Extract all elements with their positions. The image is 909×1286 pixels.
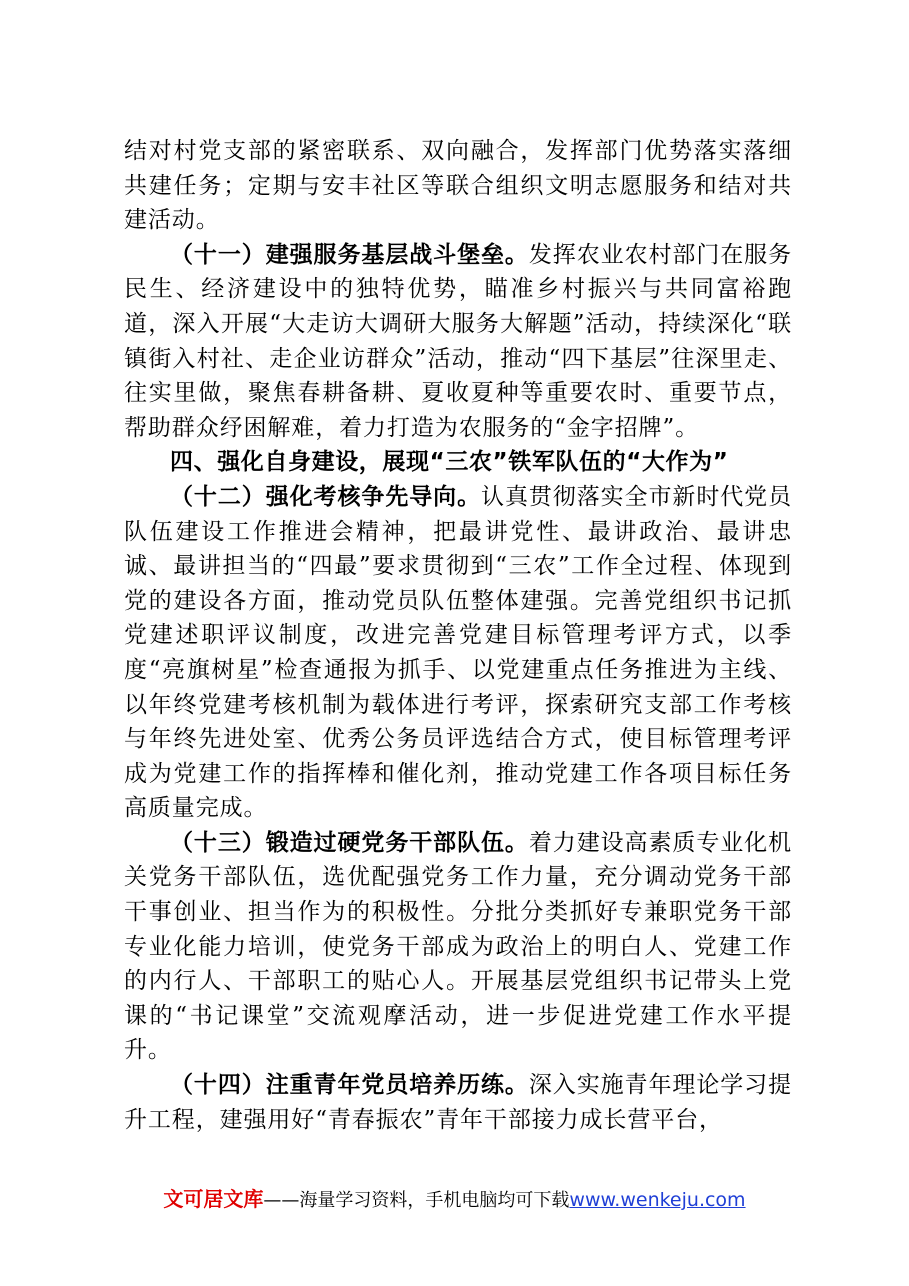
item-13-body: 着力建设高素质专业化机关党务干部队伍，选优配强党务工作力量，充分调动党务干部干事创业、担当作为的积极性。分批分类抓好专兼职党务干部专业化能力培训，使党务干部成为政治上的明白人、党建工作的内行人、干部职工的贴心人。开展基层党组织书记带头上党课的“书记课堂”交流观摩活动，进一步促进党建工作水平提升。	[124, 829, 792, 1064]
footer-banner	[0, 1183, 909, 1212]
item-13-lead: （十三）锻造过硬党务干部队伍。	[170, 829, 529, 856]
item-13-paragraph	[124, 826, 792, 1068]
footer-tagline: ——海量学习资料，手机电脑均可下载	[263, 1190, 570, 1211]
footer-url-link[interactable]: www.wenkeju.com	[569, 1189, 746, 1211]
item-12-body: 认真贯彻落实全市新时代党员队伍建设工作推进会精神，把最讲党性、最讲政治、最讲忠诚、最讲担当的“四最”要求贯彻到“三农”工作全过程、体现到党的建设各方面，推动党员队伍整体建强。完善党组织书记抓党建述职评议制度，改进完善党建目标管理考评方式，以季度“亮旗树星”检查通报为抓手、以党建重点任务推进为主线、以年终党建考核机制为载体进行考评，探索研究支部工作考核与年终先进处室、优秀公务员评选结合方式，使目标管理考评成为党建工作的指挥棒和催化剂，推动党建工作各项目标任务高质量完成。	[124, 483, 793, 822]
item-12-lead: （十二）强化考核争先导向。	[170, 483, 482, 510]
item-14-body: 深入实施青年理论学习提升工程，建强用好“青春振农”青年干部接力成长营平台，	[124, 1072, 792, 1133]
section-4-heading: 四、强化自身建设，展现“三农”铁军队伍的“大作为”	[170, 449, 729, 476]
document-body	[124, 134, 792, 1137]
item-11-body: 发挥农业农村部门在服务民生、经济建设中的独特优势，瞄准乡村振兴与共同富裕跑道，深入开展“大走访大调研大服务大解题”活动，持续深化“联镇街入村社、走企业访群众”活动，推动“四下基层”往深里走、往实里做，聚焦春耕备耕、夏收夏种等重要农时、重要节点，帮助群众纾困解难，着力打造为农服务的“金字招牌”。	[124, 241, 792, 441]
item-11-paragraph	[124, 238, 792, 446]
item-14-paragraph	[124, 1068, 792, 1137]
item-12-paragraph	[124, 480, 792, 826]
footer-brand: 文可居文库	[163, 1187, 264, 1211]
intro-paragraph: 结对村党支部的紧密联系、双向融合，发挥部门优势落实落细共建任务；定期与安丰社区等联合组织文明志愿服务和结对共建活动。	[124, 138, 792, 234]
item-14-lead: （十四）注重青年党员培养历练。	[170, 1072, 529, 1099]
item-11-lead: （十一）建强服务基层战斗堡垒。	[170, 241, 529, 268]
